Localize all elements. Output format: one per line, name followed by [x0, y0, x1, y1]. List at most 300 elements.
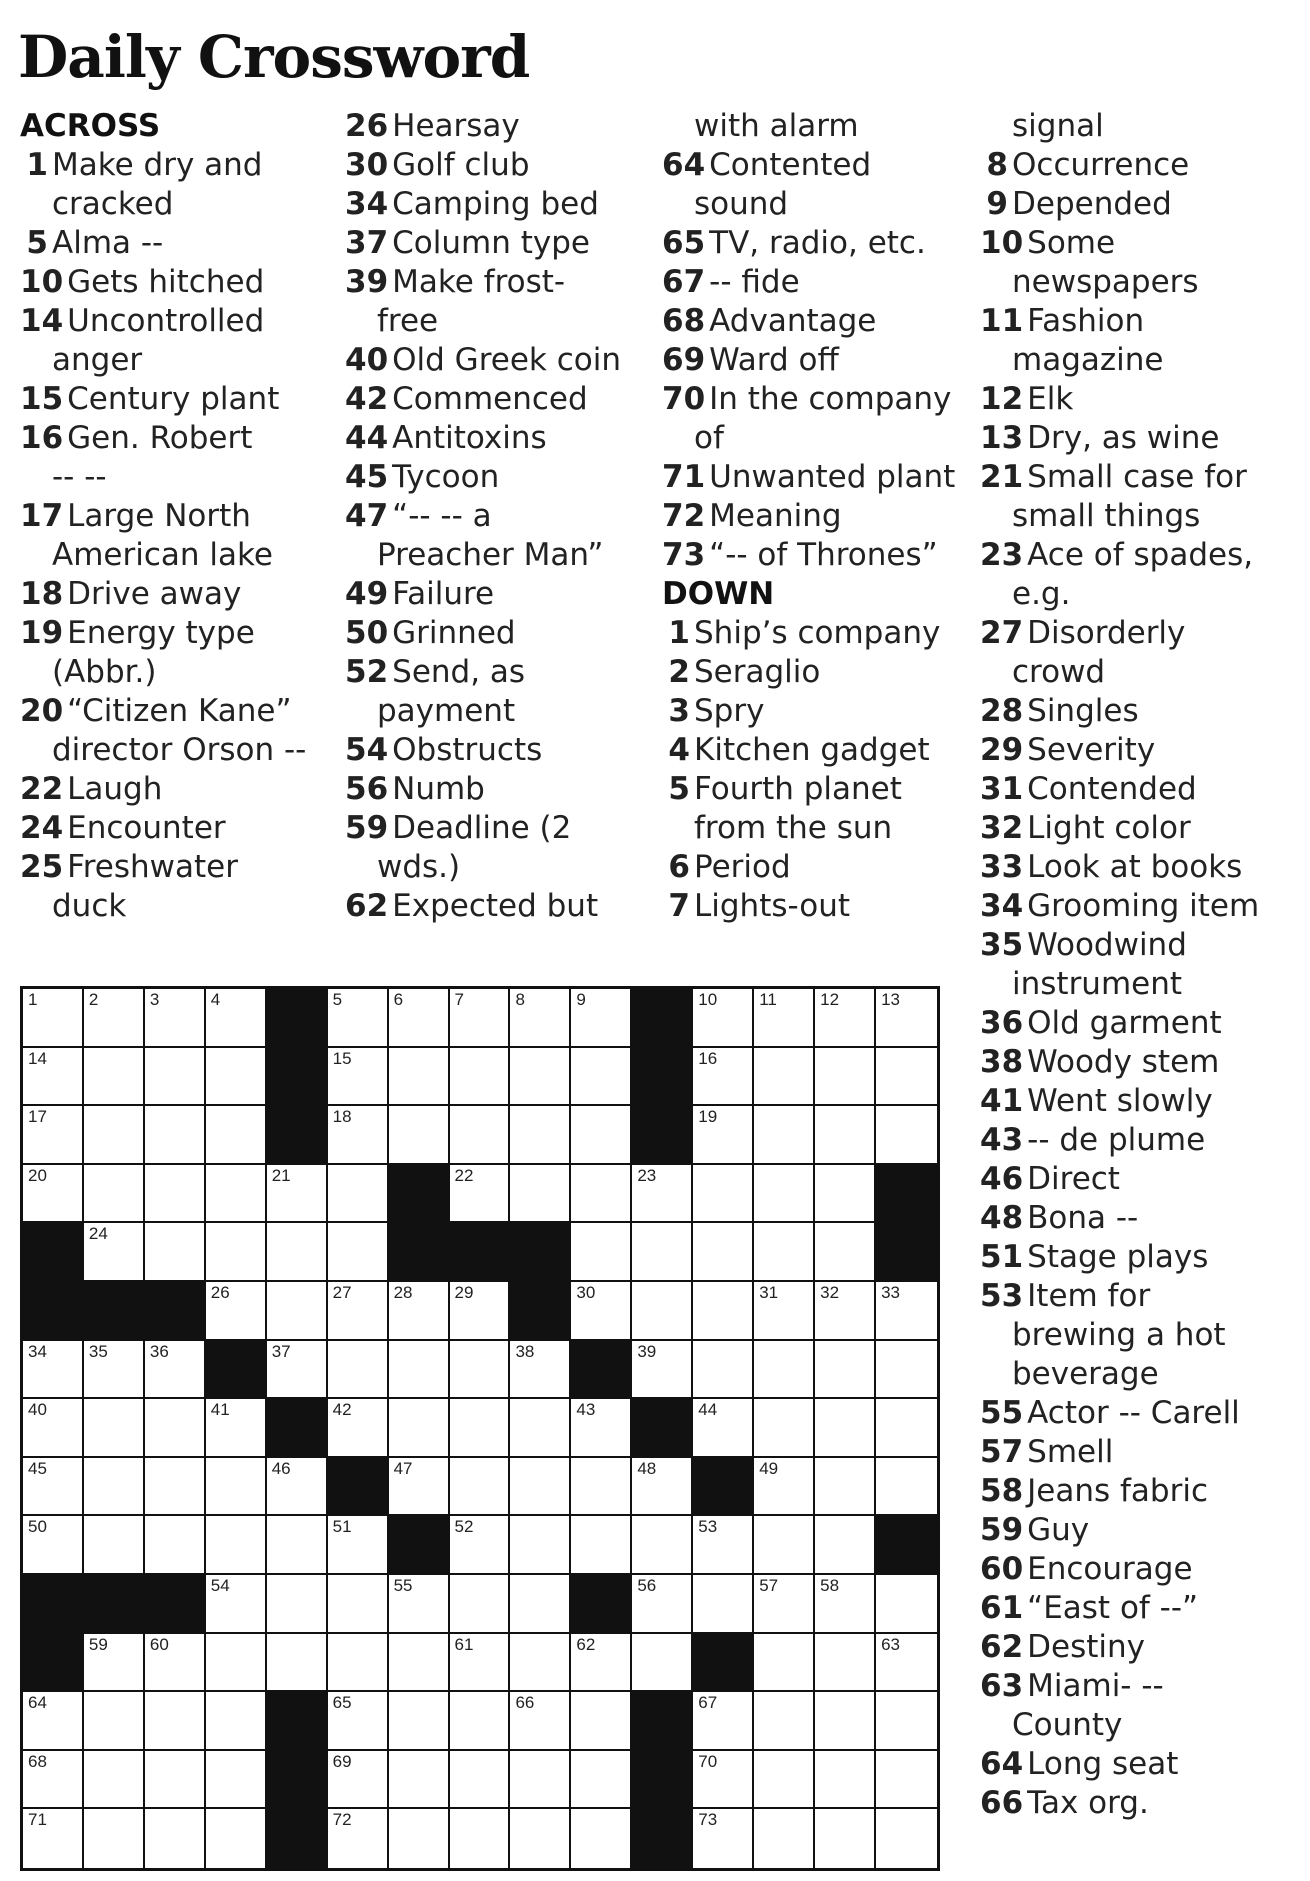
clue-item	[20, 770, 340, 809]
grid-cell[interactable]	[145, 1692, 206, 1751]
grid-cell[interactable]	[693, 1751, 754, 1810]
cell-number: 13	[881, 990, 900, 1009]
grid-cell[interactable]	[571, 1048, 632, 1107]
grid-cell[interactable]	[84, 1165, 145, 1224]
cell-number: 9	[576, 990, 586, 1009]
grid-cell[interactable]	[206, 1634, 267, 1693]
clue-number: 7	[668, 888, 690, 924]
clue-continuation: Preacher Man”	[377, 537, 604, 573]
clue-text: Gen. Robert	[67, 420, 253, 456]
grid-cell[interactable]	[328, 1341, 389, 1400]
grid-cell[interactable]	[84, 1516, 145, 1575]
cell-number: 32	[820, 1283, 840, 1302]
grid-cell[interactable]	[510, 1575, 571, 1634]
cell-number: 36	[149, 1341, 169, 1361]
grid-cell[interactable]	[876, 1106, 937, 1165]
grid-cell[interactable]	[145, 1048, 206, 1107]
clue-item	[345, 575, 665, 614]
cell-number: 15	[332, 1048, 352, 1068]
grid-cell[interactable]	[876, 1048, 937, 1107]
grid-cell[interactable]	[450, 1751, 511, 1810]
cell-number: 24	[88, 1224, 108, 1244]
clue-text: Encounter	[67, 810, 226, 846]
grid-cell[interactable]	[571, 989, 632, 1048]
grid-cell[interactable]	[450, 1106, 511, 1165]
grid-cell[interactable]	[328, 1165, 389, 1224]
clue-item	[662, 341, 982, 380]
grid-cell[interactable]	[145, 1634, 206, 1693]
grid-cell[interactable]	[328, 1692, 389, 1751]
clue-continuation: director Orson --	[52, 732, 307, 768]
cell-number: 14	[28, 1048, 47, 1068]
clue-text: Ward off	[709, 342, 839, 378]
grid-cell[interactable]	[328, 1399, 389, 1458]
grid-cell[interactable]	[571, 1223, 632, 1282]
grid-cell[interactable]	[389, 1106, 450, 1165]
grid-cell[interactable]	[632, 1634, 693, 1693]
clue-number: 25	[20, 849, 64, 885]
grid-cell[interactable]	[23, 1751, 84, 1810]
grid-cell[interactable]	[815, 1809, 876, 1868]
cell-number: 61	[454, 1634, 474, 1654]
cell-number: 57	[759, 1576, 779, 1595]
black-square	[389, 1223, 450, 1282]
clue-item	[345, 107, 665, 146]
clue-number: 27	[980, 615, 1024, 651]
clue-text: Drive away	[67, 576, 242, 612]
grid-cell[interactable]	[876, 1575, 937, 1634]
grid-cell[interactable]	[206, 1223, 267, 1282]
grid-cell[interactable]	[206, 1048, 267, 1107]
grid-cell[interactable]	[389, 1399, 450, 1458]
clue-text: “-- of Thrones”	[709, 537, 938, 573]
grid-cell[interactable]	[328, 1634, 389, 1693]
grid-cell[interactable]	[876, 1692, 937, 1751]
grid-cell[interactable]	[693, 1399, 754, 1458]
grid-cell[interactable]	[754, 1516, 815, 1575]
cell-number: 64	[28, 1693, 47, 1713]
grid-cell[interactable]	[206, 1399, 267, 1458]
grid-cell[interactable]	[754, 1341, 815, 1400]
clue-item	[345, 497, 665, 536]
grid-cell[interactable]	[206, 1575, 267, 1634]
grid-cell[interactable]	[328, 1223, 389, 1282]
cell-number: 52	[454, 1517, 474, 1537]
grid-cell[interactable]	[145, 1223, 206, 1282]
grid-cell[interactable]	[815, 1341, 876, 1400]
grid-cell[interactable]	[145, 1751, 206, 1810]
grid-cell[interactable]	[450, 1809, 511, 1868]
clue-text: Large North	[67, 498, 251, 534]
clue-column-4	[980, 107, 1300, 1823]
clue-number: 70	[662, 381, 706, 417]
grid-cell[interactable]	[754, 1751, 815, 1810]
grid-cell[interactable]	[815, 989, 876, 1048]
cell-number: 16	[698, 1048, 718, 1068]
clue-text: Antitoxins	[392, 420, 547, 456]
grid-cell[interactable]	[328, 1516, 389, 1575]
clue-item	[345, 770, 665, 809]
clue-text: Old Greek coin	[392, 342, 621, 378]
clue-item	[980, 1589, 1300, 1628]
clue-item	[20, 692, 340, 731]
cell-number: 1	[28, 990, 38, 1009]
grid-cell[interactable]	[450, 1692, 511, 1751]
grid-cell[interactable]	[267, 1282, 328, 1341]
grid-cell[interactable]	[84, 1341, 145, 1400]
clue-number: 62	[345, 888, 389, 924]
grid-cell[interactable]	[815, 1223, 876, 1282]
grid-cell[interactable]	[328, 1048, 389, 1107]
grid-cell[interactable]	[510, 1399, 571, 1458]
clue-item	[980, 1160, 1300, 1199]
grid-cell[interactable]	[876, 989, 937, 1048]
grid-cell[interactable]	[23, 1341, 84, 1400]
cell-number: 2	[88, 990, 99, 1009]
grid-cell[interactable]	[23, 1048, 84, 1107]
clue-number: 55	[980, 1395, 1024, 1431]
grid-cell[interactable]	[23, 1692, 84, 1751]
grid-cell[interactable]	[450, 989, 511, 1048]
grid-cell[interactable]	[23, 1165, 84, 1224]
clue-item	[980, 1433, 1300, 1472]
clue-number: 43	[980, 1122, 1024, 1158]
grid-cell[interactable]	[693, 1575, 754, 1634]
clue-text: Grinned	[392, 615, 516, 651]
grid-cell[interactable]	[328, 989, 389, 1048]
grid-cell[interactable]	[84, 1751, 145, 1810]
clue-number: 29	[980, 732, 1024, 768]
clue-item	[20, 497, 340, 536]
grid-cell[interactable]	[571, 1458, 632, 1517]
grid-cell[interactable]	[206, 1692, 267, 1751]
grid-cell[interactable]	[84, 1692, 145, 1751]
clue-number: 38	[980, 1044, 1024, 1080]
grid-cell[interactable]	[23, 1399, 84, 1458]
grid-cell[interactable]	[84, 989, 145, 1048]
clue-number: 59	[345, 810, 389, 846]
grid-cell[interactable]	[571, 1165, 632, 1224]
clue-item	[980, 1082, 1300, 1121]
grid-cell[interactable]	[754, 1634, 815, 1693]
grid-cell[interactable]	[876, 1809, 937, 1868]
grid-cell[interactable]	[693, 1106, 754, 1165]
black-square	[510, 1282, 571, 1341]
grid-cell[interactable]	[84, 1399, 145, 1458]
grid-cell[interactable]	[389, 1282, 450, 1341]
grid-cell[interactable]	[754, 1692, 815, 1751]
grid-cell[interactable]	[815, 1575, 876, 1634]
grid-cell[interactable]	[754, 1399, 815, 1458]
grid-cell[interactable]	[632, 1223, 693, 1282]
clue-text: TV, radio, etc.	[709, 225, 926, 261]
grid-cell[interactable]	[815, 1458, 876, 1517]
clue-text: Numb	[392, 771, 485, 807]
grid-cell[interactable]	[510, 1106, 571, 1165]
grid-cell[interactable]	[84, 1223, 145, 1282]
grid-cell[interactable]	[206, 989, 267, 1048]
grid-cell[interactable]	[267, 1516, 328, 1575]
grid-cell[interactable]	[815, 1751, 876, 1810]
grid-cell[interactable]	[267, 1165, 328, 1224]
grid-cell[interactable]	[206, 1106, 267, 1165]
cell-number: 19	[698, 1107, 718, 1127]
grid-cell[interactable]	[328, 1809, 389, 1868]
cell-number: 20	[28, 1165, 47, 1185]
grid-cell[interactable]	[389, 1458, 450, 1517]
clue-number: 33	[980, 849, 1024, 885]
clue-text: Century plant	[67, 381, 280, 417]
black-square	[693, 1634, 754, 1693]
clue-continuation: free	[377, 303, 439, 339]
clue-item	[980, 1043, 1300, 1082]
grid-cell[interactable]	[450, 1458, 511, 1517]
grid-cell[interactable]	[145, 989, 206, 1048]
clue-number: 57	[980, 1434, 1024, 1470]
grid-cell[interactable]	[632, 1282, 693, 1341]
grid-cell[interactable]	[571, 1634, 632, 1693]
grid-cell[interactable]	[876, 1458, 937, 1517]
grid-cell[interactable]	[328, 1751, 389, 1810]
grid-cell[interactable]	[510, 1165, 571, 1224]
clue-continuation: crowd	[1012, 654, 1106, 690]
grid-cell[interactable]	[754, 1809, 815, 1868]
clue-continuation: County	[1012, 1707, 1123, 1743]
clue-continuation: of	[694, 420, 724, 456]
clue-number: 12	[980, 381, 1024, 417]
black-square	[450, 1223, 511, 1282]
grid-cell[interactable]	[206, 1165, 267, 1224]
cell-number: 29	[454, 1283, 474, 1302]
grid-cell[interactable]	[754, 1282, 815, 1341]
grid-cell[interactable]	[206, 1282, 267, 1341]
grid-cell[interactable]	[450, 1165, 511, 1224]
grid-cell[interactable]	[450, 1516, 511, 1575]
grid-cell[interactable]	[693, 1516, 754, 1575]
grid-cell[interactable]	[23, 1516, 84, 1575]
black-square	[632, 1106, 693, 1165]
grid-cell[interactable]	[693, 1223, 754, 1282]
clue-text: -- de plume	[1027, 1122, 1206, 1158]
grid-cell[interactable]	[145, 1458, 206, 1517]
grid-cell[interactable]	[571, 1751, 632, 1810]
grid-cell[interactable]	[876, 1282, 937, 1341]
cell-number: 58	[820, 1576, 840, 1595]
clue-number: 56	[345, 771, 389, 807]
clue-text: Some	[1027, 225, 1116, 261]
grid-cell[interactable]	[267, 1634, 328, 1693]
grid-cell[interactable]	[389, 1751, 450, 1810]
grid-cell[interactable]	[206, 1516, 267, 1575]
grid-cell[interactable]	[84, 1458, 145, 1517]
clue-number: 10	[20, 264, 64, 300]
grid-cell[interactable]	[632, 1165, 693, 1224]
clue-item	[980, 1121, 1300, 1160]
grid-cell[interactable]	[815, 1282, 876, 1341]
grid-cell[interactable]	[876, 1399, 937, 1458]
grid-cell[interactable]	[84, 1048, 145, 1107]
clue-number: 63	[980, 1668, 1024, 1704]
grid-cell[interactable]	[450, 1048, 511, 1107]
clue-number: 1	[668, 615, 690, 651]
grid-cell[interactable]	[84, 1634, 145, 1693]
clue-number: 5	[26, 225, 48, 261]
grid-cell[interactable]	[328, 1575, 389, 1634]
grid-cell[interactable]	[450, 1341, 511, 1400]
grid-cell[interactable]	[876, 1634, 937, 1693]
clue-text: Advantage	[709, 303, 877, 339]
grid-cell[interactable]	[815, 1106, 876, 1165]
grid-cell[interactable]	[389, 1692, 450, 1751]
clue-number: 44	[345, 420, 389, 456]
grid-cell[interactable]	[693, 1048, 754, 1107]
clue-item	[20, 809, 340, 848]
grid-cell[interactable]	[145, 1399, 206, 1458]
grid-cell[interactable]	[145, 1516, 206, 1575]
grid-cell[interactable]	[328, 1282, 389, 1341]
grid-cell[interactable]	[815, 1165, 876, 1224]
clue-number: 53	[980, 1278, 1024, 1314]
grid-cell[interactable]	[754, 1575, 815, 1634]
clue-text: Miami- --	[1027, 1668, 1164, 1704]
clue-number: 13	[980, 420, 1024, 456]
grid-cell[interactable]	[754, 1458, 815, 1517]
grid-cell[interactable]	[510, 1516, 571, 1575]
clue-text: Actor -- Carell	[1027, 1395, 1240, 1431]
grid-cell[interactable]	[571, 1516, 632, 1575]
clue-text: Item for	[1027, 1278, 1151, 1314]
black-square	[632, 989, 693, 1048]
grid-cell[interactable]	[450, 1634, 511, 1693]
clue-text: Obstructs	[392, 732, 543, 768]
clue-item	[345, 146, 665, 185]
cell-number: 17	[28, 1107, 47, 1127]
grid-cell[interactable]	[571, 1399, 632, 1458]
grid-cell[interactable]	[693, 1165, 754, 1224]
clue-item	[662, 614, 982, 653]
clue-number: 69	[662, 342, 706, 378]
grid-cell[interactable]	[632, 1458, 693, 1517]
clue-column-1	[20, 107, 340, 926]
cell-number: 43	[576, 1400, 596, 1420]
grid-cell[interactable]	[510, 1048, 571, 1107]
grid-cell[interactable]	[145, 1106, 206, 1165]
clue-number: 41	[980, 1083, 1024, 1119]
grid-cell[interactable]	[693, 1692, 754, 1751]
grid-cell[interactable]	[206, 1809, 267, 1868]
grid-cell[interactable]	[23, 1106, 84, 1165]
grid-cell[interactable]	[23, 1458, 84, 1517]
grid-cell[interactable]	[693, 1282, 754, 1341]
clue-item	[980, 692, 1300, 731]
grid-cell[interactable]	[693, 1809, 754, 1868]
grid-cell[interactable]	[450, 1575, 511, 1634]
grid-cell[interactable]	[815, 1048, 876, 1107]
grid-cell[interactable]	[815, 1516, 876, 1575]
grid-cell[interactable]	[23, 1809, 84, 1868]
grid-cell[interactable]	[206, 1751, 267, 1810]
grid-cell[interactable]	[84, 1809, 145, 1868]
grid-cell[interactable]	[815, 1399, 876, 1458]
clue-text: Freshwater	[67, 849, 238, 885]
grid-cell[interactable]	[815, 1692, 876, 1751]
black-square	[632, 1809, 693, 1868]
grid-cell[interactable]	[571, 1809, 632, 1868]
grid-cell[interactable]	[876, 1751, 937, 1810]
grid-cell[interactable]	[510, 1692, 571, 1751]
grid-cell[interactable]	[389, 1575, 450, 1634]
cell-number: 60	[149, 1634, 169, 1654]
clue-continuation: anger	[52, 342, 143, 378]
grid-cell[interactable]	[510, 1341, 571, 1400]
grid-cell[interactable]	[389, 1634, 450, 1693]
grid-cell[interactable]	[754, 1165, 815, 1224]
clue-number: 21	[980, 459, 1024, 495]
clue-text: Woodwind	[1027, 927, 1187, 963]
grid-cell[interactable]	[876, 1341, 937, 1400]
grid-cell[interactable]	[510, 1634, 571, 1693]
grid-cell[interactable]	[267, 1223, 328, 1282]
grid-cell[interactable]	[754, 1048, 815, 1107]
grid-cell[interactable]	[450, 1282, 511, 1341]
grid-cell[interactable]	[510, 989, 571, 1048]
grid-cell[interactable]	[632, 1341, 693, 1400]
clue-number: 51	[980, 1239, 1024, 1275]
grid-cell[interactable]	[145, 1341, 206, 1400]
grid-cell[interactable]	[510, 1751, 571, 1810]
grid-cell[interactable]	[693, 989, 754, 1048]
grid-cell[interactable]	[145, 1165, 206, 1224]
grid-cell[interactable]	[754, 1223, 815, 1282]
grid-cell[interactable]	[328, 1106, 389, 1165]
grid-cell[interactable]	[571, 1282, 632, 1341]
grid-cell[interactable]	[510, 1809, 571, 1868]
grid-cell[interactable]	[389, 1048, 450, 1107]
grid-cell[interactable]	[23, 989, 84, 1048]
grid-cell[interactable]	[450, 1399, 511, 1458]
clue-text: Deadline (2	[392, 810, 572, 846]
grid-cell[interactable]	[267, 1341, 328, 1400]
clue-text: Light color	[1027, 810, 1191, 846]
grid-cell[interactable]	[267, 1458, 328, 1517]
grid-cell[interactable]	[145, 1809, 206, 1868]
grid-cell[interactable]	[389, 989, 450, 1048]
clue-text: Long seat	[1027, 1746, 1179, 1782]
grid-cell[interactable]	[571, 1692, 632, 1751]
clue-number: 65	[662, 225, 706, 261]
clue-continuation: sound	[694, 186, 789, 222]
cell-number: 35	[88, 1341, 108, 1361]
grid-cell[interactable]	[389, 1341, 450, 1400]
down-heading: DOWN	[662, 576, 775, 612]
grid-cell[interactable]	[632, 1516, 693, 1575]
clue-number: 6	[668, 849, 690, 885]
grid-cell[interactable]	[815, 1634, 876, 1693]
cell-number: 34	[28, 1341, 47, 1361]
grid-cell[interactable]	[693, 1341, 754, 1400]
grid-cell[interactable]	[754, 989, 815, 1048]
black-square	[267, 1399, 328, 1458]
grid-cell[interactable]	[571, 1106, 632, 1165]
grid-cell[interactable]	[510, 1458, 571, 1517]
grid-cell[interactable]	[389, 1809, 450, 1868]
grid-cell[interactable]	[267, 1575, 328, 1634]
clue-text: Encourage	[1027, 1551, 1193, 1587]
grid-cell[interactable]	[632, 1575, 693, 1634]
grid-cell[interactable]	[206, 1458, 267, 1517]
grid-cell[interactable]	[84, 1106, 145, 1165]
grid-cell[interactable]	[754, 1106, 815, 1165]
